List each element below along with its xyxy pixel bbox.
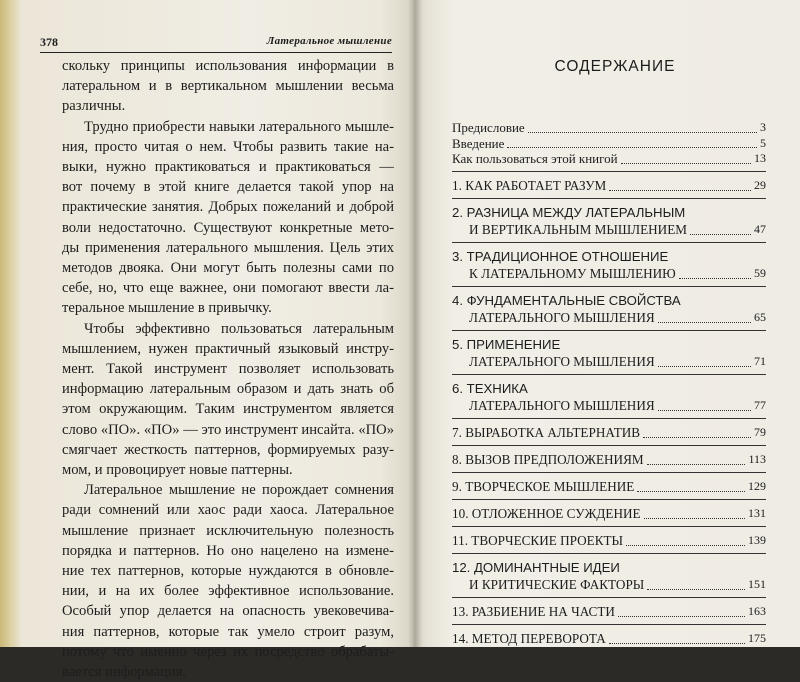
text-line: вот почему в этой книге делается такой упор на — [62, 179, 394, 196]
toc-page-number: 175 — [748, 630, 766, 645]
toc-chapter — [452, 177, 766, 194]
toc-chapter-title: 14. МЕТОД ПЕРЕВОРОТА — [452, 630, 606, 646]
toc-chapter-title: 13. РАЗБИЕНИЕ НА ЧАСТИ — [452, 603, 615, 619]
text-line: вается информация. — [62, 664, 187, 681]
toc-page-number: 3 — [760, 120, 766, 134]
text-line: Особый упор делается на опасность увековечива- — [62, 603, 394, 620]
toc-entry — [452, 120, 766, 136]
text-line: порядка и паттернов. Но оно нацелено на измене- — [62, 542, 394, 559]
running-title: Латеральное мышление — [266, 35, 392, 47]
text-line: этом окружающим. Таким инструментом является — [62, 401, 394, 418]
toc-leader — [679, 278, 751, 279]
toc-leader — [647, 589, 745, 590]
body-text — [62, 56, 394, 682]
toc-chapter — [452, 505, 766, 522]
toc-chapter — [452, 336, 766, 370]
text-line: различны. — [62, 98, 126, 115]
text-line: слово «ПО». «ПО» — это инструмент инсайта. «ПО» — [62, 421, 394, 438]
toc-page-number: 29 — [754, 177, 766, 192]
toc-chapter-title: 8. ВЫЗОВ ПРЕДПОЛОЖЕНИЯМ — [452, 451, 644, 467]
toc-leader — [528, 132, 757, 133]
toc-chapter — [452, 380, 766, 414]
text-line: ние тех паттернов, которые нуждаются в обновле- — [62, 563, 394, 580]
text-line: смягчает жесткость паттернов, формируемых разу- — [62, 441, 394, 458]
text-line: скольку принципы использования информации в — [62, 58, 394, 74]
toc-entry-title: Введение — [452, 135, 505, 151]
toc-chapter-title: 12. ДОМИНАНТНЫЕ ИДЕИ — [452, 559, 620, 575]
toc-entry — [452, 136, 766, 152]
toc-chapter — [452, 451, 766, 468]
toc-chapter — [452, 559, 766, 593]
toc-leader — [643, 437, 751, 438]
toc-divider — [452, 472, 766, 473]
text-line: мом, и провоцирует новые паттерны. — [62, 462, 293, 479]
toc-page-number: 139 — [748, 532, 766, 547]
text-line: мышлением, нужен практичный языковый инстру- — [62, 340, 394, 357]
text-line: практические занятия. Добрых пожеланий и доброй — [62, 199, 394, 216]
table-of-contents — [452, 120, 766, 647]
text-line: потому что именно через их посредство обрабаты- — [62, 643, 394, 660]
toc-chapter-title: ЛАТЕРАЛЬНОГО МЫШЛЕНИЯ — [469, 397, 655, 413]
toc-page-number: 59 — [754, 265, 766, 280]
toc-chapter-title: ЛАТЕРАЛЬНОГО МЫШЛЕНИЯ — [469, 309, 655, 325]
toc-page-number: 65 — [754, 309, 766, 324]
text-line: методов двояка. Они могут быть полезны сами по — [62, 260, 394, 277]
text-line: воли недостаточно. Существуют конкретные мето- — [62, 219, 394, 236]
toc-page-number: 151 — [748, 576, 766, 591]
toc-divider — [452, 374, 766, 375]
toc-chapter-title: И КРИТИЧЕСКИЕ ФАКТОРЫ — [469, 576, 645, 592]
text-line: выки, нужно практиковаться и практиковаться — — [62, 159, 394, 176]
toc-chapter — [452, 478, 766, 495]
toc-chapter-title: ЛАТЕРАЛЬНОГО МЫШЛЕНИЯ — [469, 353, 655, 369]
toc-leader — [658, 366, 751, 367]
text-line: Латеральное мышление не порождает сомнения — [84, 482, 394, 499]
toc-chapter — [452, 630, 766, 647]
page-number: 378 — [40, 35, 58, 49]
text-line: Чтобы эффективно пользоваться латеральным — [84, 320, 394, 337]
toc-page-number: 131 — [748, 505, 766, 520]
running-header — [40, 34, 392, 53]
text-line: мент. Такой инструмент позволяет использовать — [62, 361, 394, 378]
toc-entry — [452, 151, 766, 167]
toc-chapter — [452, 532, 766, 549]
toc-leader — [621, 163, 751, 164]
toc-page-number: 77 — [754, 397, 766, 412]
toc-page-number: 79 — [754, 424, 766, 439]
toc-divider — [452, 171, 766, 172]
toc-divider — [452, 526, 766, 527]
toc-chapter-title: К ЛАТЕРАЛЬНОМУ МЫШЛЕНИЮ — [469, 265, 676, 281]
toc-divider — [452, 330, 766, 331]
toc-page-number: 13 — [754, 151, 766, 165]
toc-chapter-title: 10. ОТЛОЖЕННОЕ СУЖДЕНИЕ — [452, 505, 641, 521]
toc-chapter — [452, 204, 766, 238]
toc-chapter-title: 3. ТРАДИЦИОННОЕ ОТНОШЕНИЕ — [452, 248, 669, 264]
toc-page-number: 71 — [754, 353, 766, 368]
toc-divider — [452, 286, 766, 287]
toc-page-number: 163 — [748, 603, 766, 618]
toc-divider — [452, 198, 766, 199]
toc-chapter-title: 7. ВЫРАБОТКА АЛЬТЕРНАТИВ — [452, 424, 641, 440]
toc-chapter-title: 6. ТЕХНИКА — [452, 380, 528, 396]
text-line: мышление признает исключительную полезность — [62, 522, 394, 539]
text-line: информацию латеральным образом и дать знать об — [62, 381, 394, 398]
toc-chapter — [452, 248, 766, 282]
toc-leader — [690, 234, 751, 235]
toc-entry-title: Предисловие — [452, 120, 525, 135]
toc-divider — [452, 445, 766, 446]
toc-leader — [626, 545, 745, 546]
toc-leader — [618, 616, 745, 617]
toc-divider — [452, 553, 766, 554]
toc-leader — [647, 464, 746, 465]
text-line: ды применения латерального мышления. Цель этих — [62, 239, 394, 256]
text-line: Трудно приобрести навыки латерального мышле- — [84, 118, 394, 135]
text-line: себе, но, что еще важнее, они помогают ввести ла- — [62, 280, 394, 297]
toc-leader — [644, 518, 745, 519]
toc-page-number: 47 — [754, 221, 766, 236]
toc-leader — [609, 643, 745, 644]
toc-chapter — [452, 603, 766, 620]
book-gutter — [408, 0, 422, 647]
toc-chapter-title: И ВЕРТИКАЛЬНЫМ МЫШЛЕНИЕМ — [469, 221, 687, 237]
text-line: теральное мышление в привычку. — [62, 300, 272, 317]
toc-divider — [452, 624, 766, 625]
text-line: нии, и на их более эффективное использование. — [62, 583, 394, 600]
toc-divider — [452, 418, 766, 419]
toc-page-number: 5 — [760, 135, 766, 150]
toc-divider — [452, 597, 766, 598]
toc-chapter-title: 1. КАК РАБОТАЕТ РАЗУМ — [452, 177, 607, 193]
toc-leader — [507, 147, 757, 148]
text-line: ради сомнений или хаос ради хаоса. Латеральное — [62, 502, 394, 519]
text-line: ния паттернов, которые так умело строит разум, — [62, 623, 394, 640]
toc-divider — [452, 499, 766, 500]
toc-leader — [609, 190, 751, 191]
toc-page-number: 113 — [748, 451, 766, 466]
toc-chapter-title: 4. ФУНДАМЕНТАЛЬНЫЕ СВОЙСТВА — [452, 292, 681, 308]
toc-leader — [637, 491, 745, 492]
text-line: латеральном и в вертикальном мышлении весьма — [62, 78, 394, 95]
toc-chapter-title: 2. РАЗНИЦА МЕЖДУ ЛАТЕРАЛЬНЫМ — [452, 204, 686, 220]
toc-divider — [452, 242, 766, 243]
toc-leader — [658, 410, 751, 411]
toc-chapter-title: 9. ТВОРЧЕСКОЕ МЫШЛЕНИЕ — [452, 478, 635, 494]
toc-chapter-title: 11. ТВОРЧЕСКИЕ ПРОЕКТЫ — [452, 532, 624, 548]
toc-chapter-title: 5. ПРИМЕНЕНИЕ — [452, 336, 561, 352]
toc-page-number: 129 — [748, 478, 766, 493]
toc-chapter — [452, 292, 766, 326]
toc-chapter — [452, 424, 766, 441]
text-line: ния, просто читая о нем. Чтобы развить такие на- — [62, 138, 394, 155]
toc-leader — [658, 322, 751, 323]
toc-entry-title: Как пользоваться этой книгой — [452, 151, 618, 166]
toc-title: СОДЕРЖАНИЕ — [554, 58, 676, 75]
